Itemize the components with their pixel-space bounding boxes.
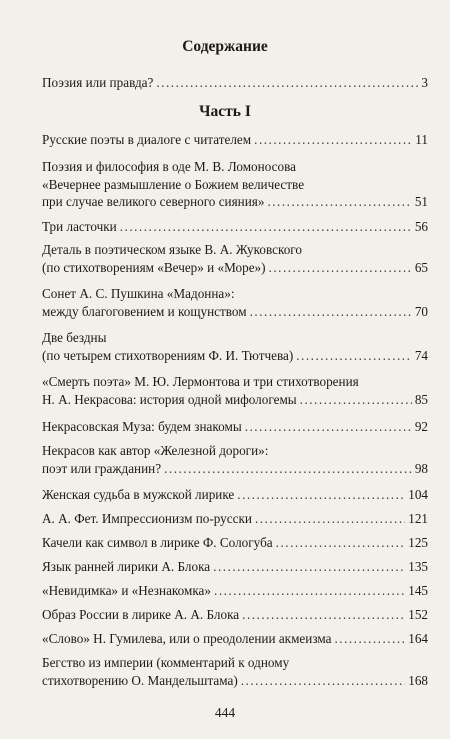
toc-entry-line (42, 534, 428, 552)
toc-entry-title: Русские поэты в диалоге с читателем (42, 132, 252, 147)
toc-entry-line (42, 218, 428, 236)
toc-entry-title: «Смерть поэта» М. Ю. Лермонтова и три стихотворения (42, 374, 359, 389)
toc-entry-title: (по четырем стихотворениям Ф. И. Тютчева) (42, 347, 294, 363)
toc-entry-title: поэт или гражданин? (42, 460, 162, 476)
toc-entry-title: при случае великого северного сияния» (42, 194, 265, 209)
toc-entry-line (42, 74, 428, 92)
toc-entry (42, 329, 428, 364)
page-number: 444 (214, 705, 236, 720)
dot-leader (245, 418, 412, 436)
toc-entry-line (42, 193, 428, 211)
toc-page-number: 65 (414, 259, 428, 275)
toc-entry-title: Три ласточки (42, 219, 117, 234)
toc-entry-line (42, 131, 428, 149)
toc-page-number: 74 (414, 347, 428, 363)
toc-entry (42, 558, 428, 576)
toc-page-number: 70 (414, 303, 428, 319)
toc-entry-title: стихотворению О. Мандельштама) (42, 672, 238, 688)
dot-leader (334, 630, 405, 648)
toc-entry (42, 654, 428, 689)
toc-page-number: 92 (414, 419, 428, 434)
dot-leader (300, 391, 412, 409)
toc-entry-title: Бегство из империи (комментарий к одному (42, 655, 290, 670)
toc-entry-title: Поэзия или правда? (42, 75, 154, 90)
toc-entry-title: Язык ранней лирики А. Блока (42, 559, 211, 574)
dot-leader (214, 582, 405, 600)
toc-entry-line (42, 176, 428, 194)
toc-entry-line (42, 373, 428, 391)
toc-entry (42, 630, 428, 648)
toc-entry-title: Поэзия и философия в оде М. В. Ломоносова (42, 159, 296, 174)
toc-page-number: 164 (408, 631, 428, 646)
part-title: Часть I (199, 103, 251, 120)
toc-entry-line (42, 486, 428, 504)
dot-leader (267, 193, 411, 211)
dot-leader (164, 460, 412, 478)
toc-entry (42, 218, 428, 236)
dot-leader (269, 259, 412, 277)
toc-page-number: 85 (414, 391, 428, 407)
dot-leader (255, 510, 405, 528)
toc-page-number: 3 (421, 75, 428, 90)
toc-entry (42, 442, 428, 477)
toc-entry-title: А. А. Фет. Импрессионизм по-русски (42, 511, 252, 526)
dot-leader (120, 218, 412, 236)
toc-entry-line (42, 241, 428, 259)
toc-entry-title: «Вечернее размышление о Божием величестве (42, 176, 305, 192)
toc-entry-title: Сонет А. С. Пушкина «Мадонна»: (42, 286, 235, 301)
toc-entry-title: Некрасовская Муза: будем знакомы (42, 419, 242, 434)
toc-entry (42, 373, 428, 408)
toc-entry-line (42, 460, 428, 478)
toc-entry-title: Деталь в поэтическом языке В. А. Жуковского (42, 242, 302, 257)
toc-entry-line (42, 158, 428, 176)
toc-entry-line (42, 442, 428, 460)
toc-entry-title: «Невидимка» и «Незнакомка» (42, 583, 212, 598)
toc-entry (42, 418, 428, 436)
toc-entry-title: «Слово» Н. Гумилева, или о преодолении акмеизма (42, 631, 332, 646)
dot-leader (254, 131, 412, 149)
toc-entry (42, 158, 428, 211)
toc-page-number: 168 (408, 672, 428, 688)
dot-leader (242, 606, 405, 624)
toc-entry (42, 510, 428, 528)
dot-leader (237, 486, 405, 504)
contents-title: Содержание (182, 38, 268, 55)
toc-entry (42, 74, 428, 92)
toc-page-number: 104 (408, 487, 428, 502)
toc-page-number: 56 (414, 219, 428, 234)
toc-page-number: 145 (408, 583, 428, 598)
toc-entry-line (42, 510, 428, 528)
toc-entry (42, 131, 428, 149)
dot-leader (241, 672, 405, 690)
toc-entry-title: Качели как символ в лирике Ф. Сологуба (42, 535, 273, 550)
toc-entry-line (42, 606, 428, 624)
toc-entry-title: Образ России в лирике А. А. Блока (42, 607, 240, 622)
toc-page-number: 51 (414, 194, 428, 209)
toc-entry (42, 241, 428, 276)
toc-page-number: 121 (408, 511, 428, 526)
toc-entry (42, 285, 428, 320)
toc-entry-line (42, 259, 428, 277)
dot-leader (213, 558, 405, 576)
toc-entry-line (42, 654, 428, 672)
toc-entry-title: Женская судьба в мужской лирике (42, 487, 235, 502)
toc-entry (42, 534, 428, 552)
toc-entry-line (42, 558, 428, 576)
dot-leader (250, 303, 412, 321)
toc-page-number: 98 (414, 460, 428, 476)
toc-entry-line (42, 672, 428, 690)
toc-entry-line (42, 285, 428, 303)
toc-entry-title: Н. А. Некрасова: история одной мифологемы (42, 391, 297, 407)
toc-entry (42, 486, 428, 504)
toc-page-number: 135 (408, 559, 428, 574)
toc-entry (42, 582, 428, 600)
toc-entry-line (42, 329, 428, 347)
toc-entry-title: между благоговением и кощунством (42, 303, 247, 319)
toc-entry-line (42, 418, 428, 436)
toc-entry-line (42, 347, 428, 365)
toc-page-number: 152 (408, 607, 428, 622)
dot-leader (156, 74, 418, 92)
toc-page-number: 11 (415, 132, 428, 147)
toc-entry-line (42, 303, 428, 321)
toc-entry-line (42, 582, 428, 600)
toc-entry (42, 606, 428, 624)
toc-entry-line (42, 391, 428, 409)
toc-entry-title: Две бездны (42, 330, 107, 345)
dot-leader (296, 347, 412, 365)
toc-entry-line (42, 630, 428, 648)
toc-page-number: 125 (408, 535, 428, 550)
toc-entry-title: Некрасов как автор «Железной дороги»: (42, 443, 269, 458)
toc-entry-title: (по стихотворениям «Вечер» и «Море») (42, 259, 266, 275)
dot-leader (276, 534, 406, 552)
